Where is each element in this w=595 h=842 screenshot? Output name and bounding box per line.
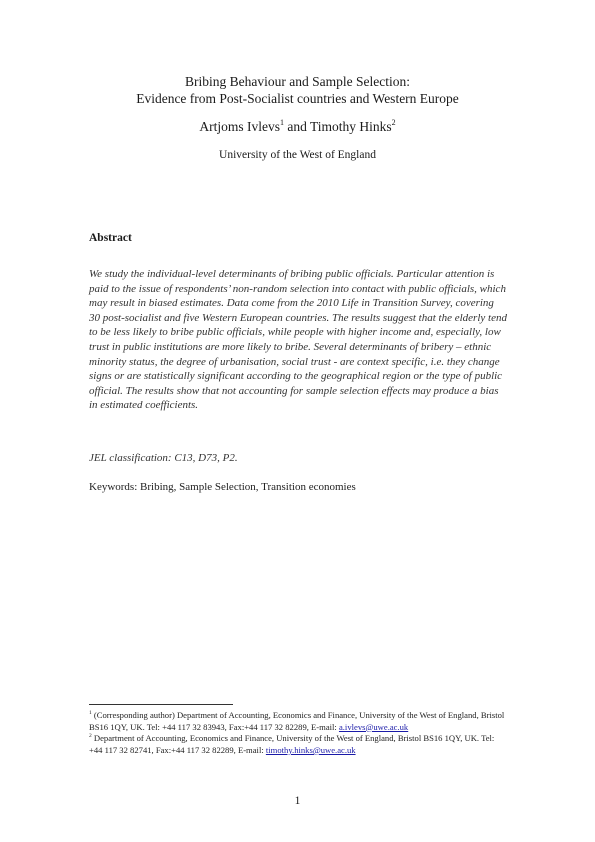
footnotes <box>89 710 507 756</box>
footnote-mark-2: 2 <box>391 118 396 127</box>
paper-title-line-1: Bribing Behaviour and Sample Selection: <box>185 74 410 89</box>
keywords: Keywords: Bribing, Sample Selection, Transition economies <box>89 481 356 493</box>
abstract-text: We study the individual-level determinants of bribing public officials. Particular attention is paid to the issue of respondents’ non-random selection into contact with public officials, which may result in biased estimates. Data come from the 2010 Life in Transition Survey, covering 30 post-socialist and five Western European countries. The results suggest that the elderly tend to be less likely to bribe public officials, while people with higher income and, especially, low trust in public institutions are more likely to bribe. Several determinants of bribery – ethnic minority status, the degree of urbanisation, social trust - are context specific, i.e. they change signs or are statistically significant according to the geographical region or the type of public official. The results show that not accounting for sample selection effects may produce a bias in estimated coefficients. <box>89 268 507 412</box>
footnote-mark-1: 1 <box>279 118 284 127</box>
author-connector: and <box>283 119 310 134</box>
footnote-1-text: (Corresponding author) Department of Accounting, Economics and Finance, University of the West of England, Bristol BS16 1QY, UK. Tel: +44 117 32 83943, Fax:+44 117 32 82289, E-mail: <box>89 710 505 732</box>
footnote-2-text: Department of Accounting, Economics and Finance, University of the West of England, Bristol BS16 1QY, UK. Tel: +44 117 32 82741, Fax:+44 117 32 82289, E-mail: <box>89 733 495 755</box>
footnote-separator <box>89 704 233 705</box>
footnote-2-mark: 2 <box>89 733 92 740</box>
jel-classification: JEL classification: C13, D73, P2. <box>89 452 238 464</box>
email-link-hinks[interactable]: timothy.hinks@uwe.ac.uk <box>265 744 356 755</box>
footnote-2 <box>89 733 507 756</box>
author-hinks: Timothy Hinks <box>309 119 392 134</box>
footnote-1 <box>89 710 507 733</box>
page-number: 1 <box>294 795 301 807</box>
footnote-1-mark: 1 <box>89 710 92 716</box>
author-ivlevs: Artjoms Ivlevs <box>199 119 280 134</box>
paper-title-line-2: Evidence from Post-Socialist countries and Western Europe <box>136 91 459 106</box>
affiliation: University of the West of England <box>219 149 376 161</box>
email-link-ivlevs[interactable]: a.ivlevs@uwe.ac.uk <box>338 721 409 732</box>
author-line <box>0 118 595 135</box>
abstract-heading: Abstract <box>89 232 132 244</box>
